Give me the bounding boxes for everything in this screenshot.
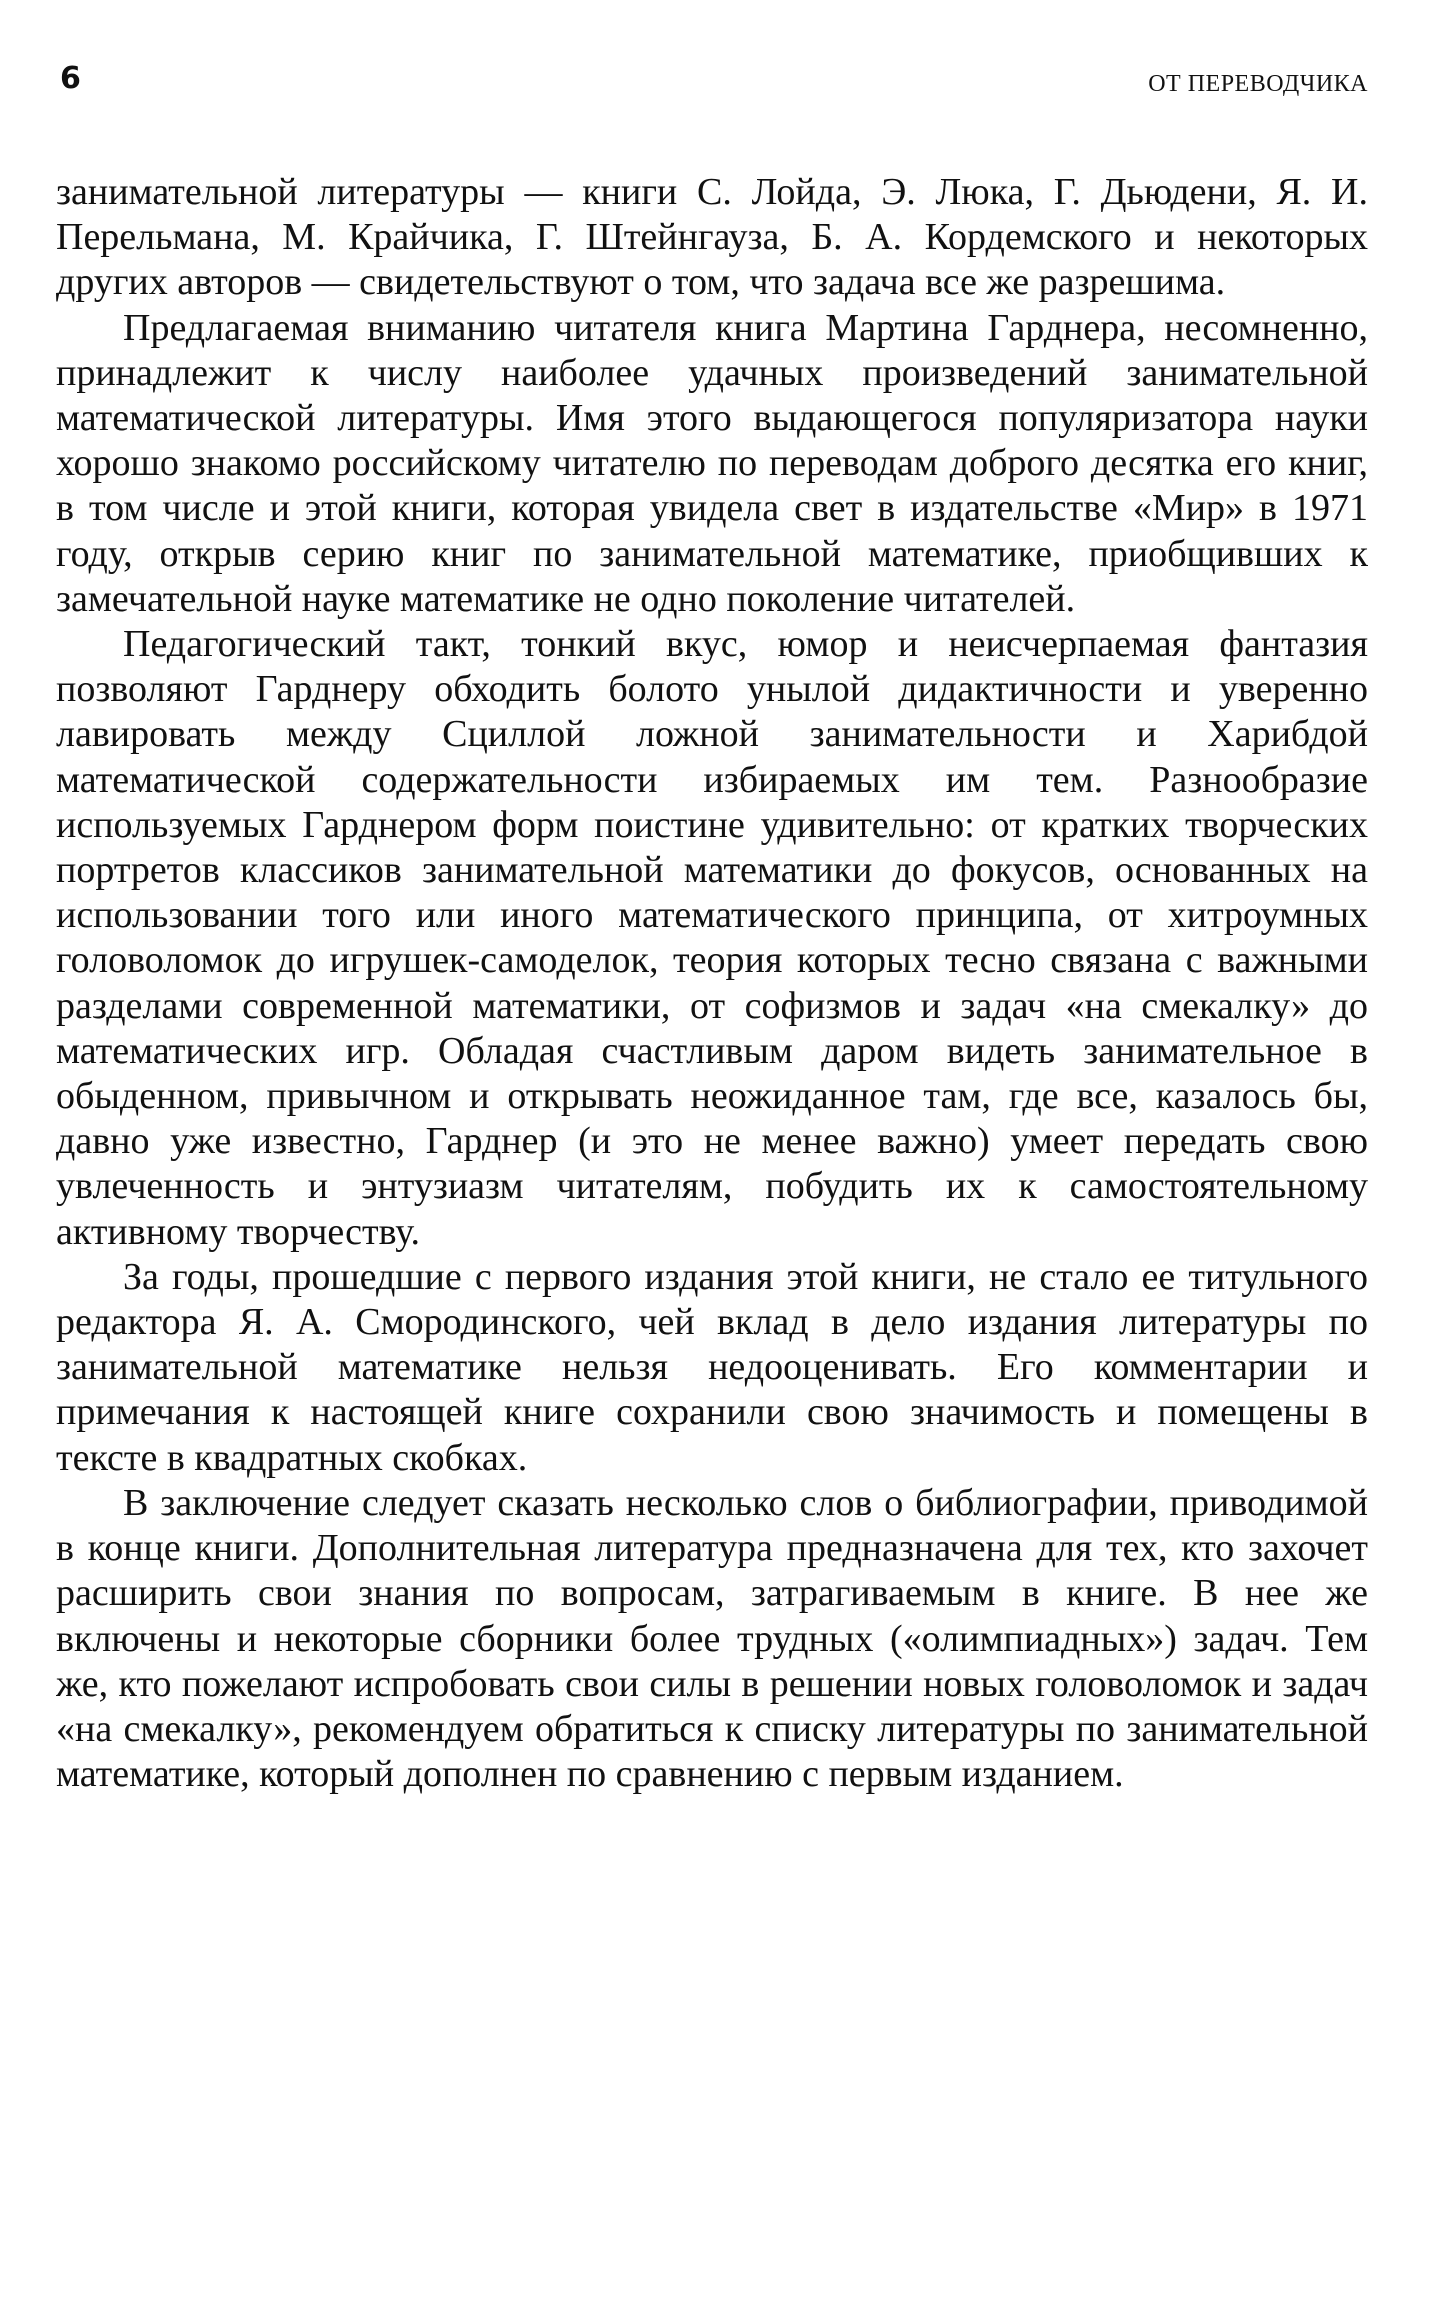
page-header bbox=[56, 56, 1368, 104]
running-head: ОТ ПЕРЕВОДЧИКА bbox=[1148, 71, 1368, 97]
book-page bbox=[56, 56, 1368, 2256]
page-number: 6 bbox=[60, 61, 81, 96]
paragraph-pedagogical-tact: Педагогический такт, тонкий вкус, юмор и неисчерпаемая фантазия позволяют Гарднеру обходить болото унылой дидактичности и уверенно лавировать между Сциллой ложной занимательности и Харибдой математической содержательности избираемых им тем. Разнообразие используемых Гарднером форм поистине удивительно: от кратких творческих портретов классиков занимательной математики до фокусов, основанных на использовании того или иного математического принципа, от хитроумных головоломок до игрушек-самоделок, теория которых тесно связана с важными разделами современной математики, от софизмов и задач «на смекалку» до математических игр. Обладая счастливым даром видеть занимательное в обыденном, привычном и открывать неожиданное там, где все, казалось бы, давно уже известно, Гарднер (и это не менее важно) умеет передать свою увлеченность и энтузиазм читателям, побудить их к самостоятельному активному творчеству. bbox=[56, 623, 1368, 1253]
paragraph-editor: За годы, прошедшие с первого издания этой книги, не стало ее титульного редактора Я. А. Смородинского, чей вклад в дело издания литературы по занимательной математике нельзя недооценивать. Его комментарии и примечания к настоящей книге сохранили свою значимость и помещены в тексте в квадратных скобках. bbox=[56, 1255, 1368, 1479]
body-text bbox=[56, 170, 1368, 1797]
paragraph-continuation: занимательной литературы — книги С. Лойда, Э. Люка, Г. Дьюдени, Я. И. Перельмана, М. Крайчика, Г. Штейнгауза, Б. А. Кордемского и некоторых других авторов — свидетельствуют о том, что задача все же разрешима. bbox=[56, 171, 1368, 304]
paragraph-bibliography: В заключение следует сказать несколько слов о библиографии, приводимой в конце книги. Дополнительная литература предназначена для тех, кто захочет расширить свои знания по вопросам, затрагиваемым в книге. В нее же включены и некоторые сборники более трудных («олимпиадных») задач. Тем же, кто пожелают испробовать свои силы в решении новых головоломок и задач «на смекалку», рекомендуем обратиться к списку литературы по занимательной математике, который дополнен по сравнению с первым изданием. bbox=[56, 1481, 1368, 1796]
paragraph-gardner-book: Предлагаемая вниманию читателя книга Мартина Гарднера, несомненно, принадлежит к числу наиболее удачных произведений занимательной математической литературы. Имя этого выдающегося популяризатора науки хорошо знакомо российскому читателю по переводам доброго десятка его книг, в том числе и этой книги, которая увидела свет в издательстве «Мир» в 1971 году, открыв серию книг по занимательной математике, приобщивших к замечательной науке математике не одно поколение читателей. bbox=[56, 306, 1368, 620]
